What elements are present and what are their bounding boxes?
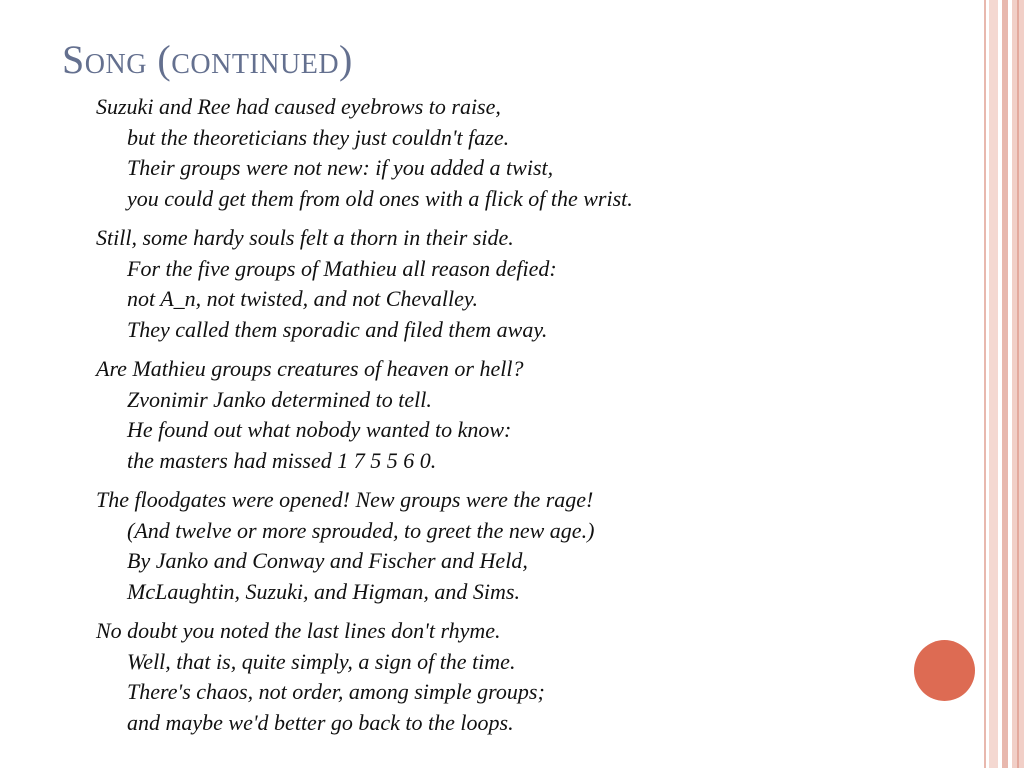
poem-line: Their groups were not new: if you added a twist,	[127, 155, 554, 180]
poem-line: McLaughtin, Suzuki, and Higman, and Sims.	[127, 578, 520, 604]
stanza-5	[96, 616, 896, 738]
poem-line: Are Mathieu groups creatures of heaven or hell?	[96, 356, 524, 381]
poem-line: Well, that is, quite simply, a sign of the time.	[127, 648, 516, 674]
poem-line: The floodgates were opened! New groups were the rage!	[96, 487, 594, 512]
poem-line: (And twelve or more sprouded, to greet the new age.)	[127, 517, 595, 543]
poem-line: Suzuki and Ree had caused eyebrows to raise,	[96, 94, 501, 119]
poem-line: For the five groups of Mathieu all reason defied:	[127, 255, 557, 281]
poem-line: you could get them from old ones with a flick of the wrist.	[127, 185, 633, 211]
stripe	[984, 0, 986, 768]
poem-line: They called them sporadic and filed them away.	[127, 316, 548, 342]
stripe	[1002, 0, 1008, 768]
stripe	[1017, 0, 1019, 768]
poem-body	[96, 92, 896, 747]
poem-line: and maybe we'd better go back to the loops.	[127, 709, 514, 735]
poem-line: the masters had missed 1 7 5 5 6 0.	[127, 447, 437, 473]
stanza-2	[96, 223, 896, 345]
poem-line: He found out what nobody wanted to know:	[127, 417, 512, 442]
poem-line: Zvonimir Janko determined to tell.	[127, 386, 432, 412]
stanza-4	[96, 485, 896, 607]
decorative-circle	[914, 640, 975, 701]
stanza-3	[96, 354, 896, 476]
poem-line: but the theoreticians they just couldn't faze.	[127, 124, 510, 150]
decorative-stripes	[980, 0, 1024, 768]
poem-line: There's chaos, not order, among simple groups;	[127, 679, 545, 704]
slide-title: Song (continued)	[62, 37, 353, 82]
poem-line: By Janko and Conway and Fischer and Held,	[127, 548, 528, 573]
stanza-1	[96, 92, 896, 214]
poem-line: not A_n, not twisted, and not Chevalley.	[127, 286, 478, 311]
stripe	[989, 0, 998, 768]
poem-line: No doubt you noted the last lines don't rhyme.	[96, 618, 501, 643]
poem-line: Still, some hardy souls felt a thorn in their side.	[96, 225, 514, 250]
